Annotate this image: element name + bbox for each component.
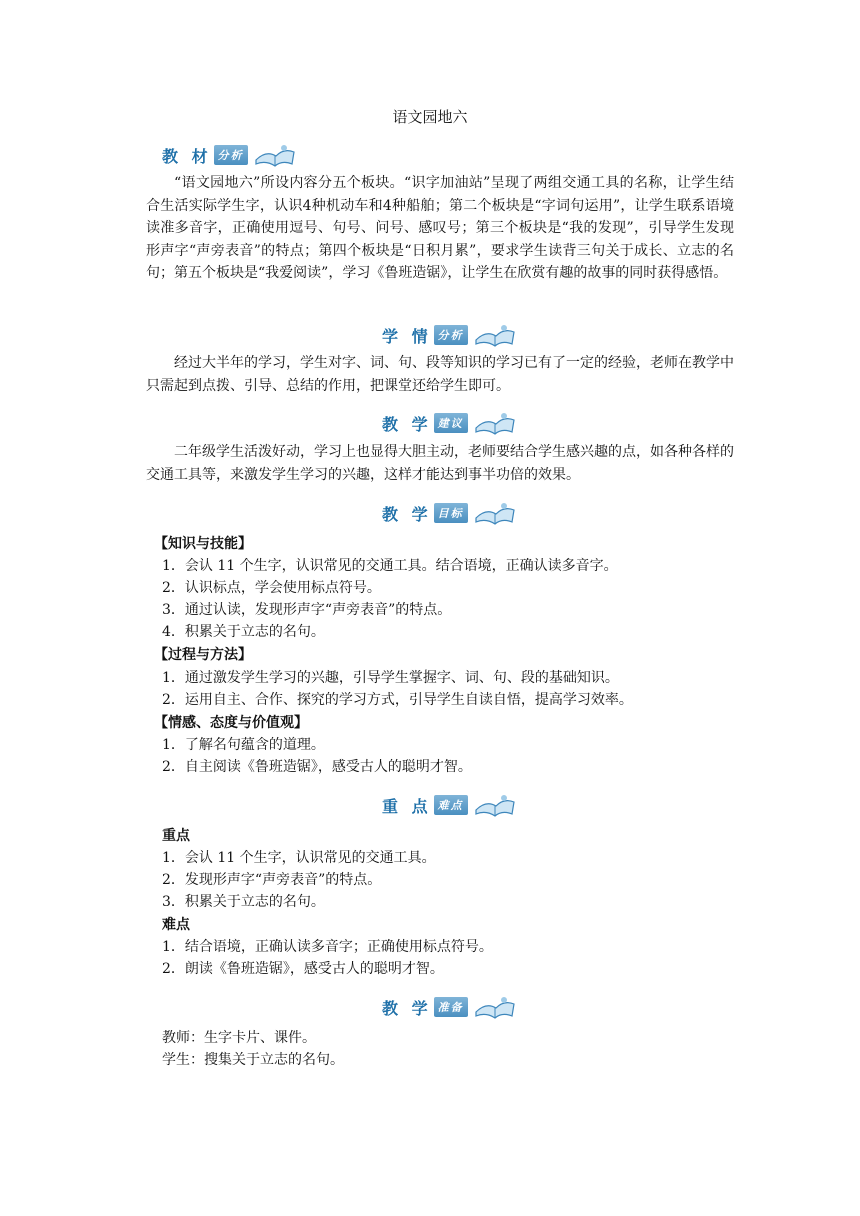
badge-tag: 分析 <box>214 145 248 165</box>
badge-tag: 准备 <box>434 997 468 1017</box>
goals-item: 1．了解名句蕴含的道理。 <box>162 737 325 753</box>
key-title: 重点 <box>162 828 190 844</box>
book-icon <box>472 410 518 436</box>
badge-head: 教 学 <box>382 414 432 434</box>
badge-tag: 建议 <box>434 413 468 433</box>
badge-head: 教 学 <box>382 998 432 1018</box>
badge-tag: 难点 <box>434 795 468 815</box>
key-item: 1．会认 11 个生字，认识常见的交通工具。 <box>162 850 436 866</box>
badge-head: 学 情 <box>382 326 432 346</box>
prep-teacher: 教师：生字卡片、课件。 <box>162 1030 316 1046</box>
student-text: 经过大半年的学习，学生对字、词、句、段等知识的学习已有了一定的经验，老师在教学中只需起到点拨、引导、总结的作用，把课堂还给学生即可。 <box>146 355 734 394</box>
difficult-title: 难点 <box>162 917 190 933</box>
section-badge-material <box>162 142 298 168</box>
goals-item: 1．通过激发学生学习的兴趣，引导学生掌握字、词、句、段的基础知识。 <box>162 670 619 686</box>
book-icon <box>472 792 518 818</box>
page-title: 语文园地六 <box>392 108 468 126</box>
section-badge-advice <box>382 410 518 436</box>
advice-text: 二年级学生活泼好动，学习上也显得大胆主动，老师要结合学生感兴趣的点，如各种各样的交通工具等，来激发学生学习的兴趣，这样才能达到事半功倍的效果。 <box>146 444 734 483</box>
goals-item: 1．会认 11 个生字，认识常见的交通工具。结合语境，正确认读多音字。 <box>162 558 618 574</box>
book-icon <box>472 994 518 1020</box>
material-text: “语文园地六”所设内容分五个板块。“识字加油站”呈现了两组交通工具的名称，让学生结合生活实际学生字，认识4种机动车和4种船舶；第二个板块是“字词句运用”，让学生联系语境读准多音字，正确使用逗号、句号、问号、感叹号；第三个板块是“我的发现”，引导学生发现形声字“声旁表音”的特点；第四个板块是“日积月累”，要求学生读背三句关于成长、立志的名句；第五个板块是“我爱阅读”，学习《鲁班造锯》，让学生在欣赏有趣的故事的同时获得感悟。 <box>146 175 734 281</box>
badge-tag: 分析 <box>434 325 468 345</box>
goals-process-title: 【过程与方法】 <box>154 647 252 663</box>
badge-head: 教 材 <box>162 146 212 166</box>
badge-head: 教 学 <box>382 504 432 524</box>
section-badge-student <box>382 322 518 348</box>
goals-knowledge-title: 【知识与技能】 <box>154 536 252 552</box>
book-icon <box>472 500 518 526</box>
goals-item: 3．通过认读，发现形声字“声旁表音”的特点。 <box>162 602 452 618</box>
goals-item: 4．积累关于立志的名句。 <box>162 624 325 640</box>
goals-item: 2．自主阅读《鲁班造锯》，感受古人的聪明才智。 <box>162 759 472 775</box>
difficult-item: 1．结合语境，正确认读多音字；正确使用标点符号。 <box>162 939 493 955</box>
section-badge-prep <box>382 994 518 1020</box>
difficult-item: 2．朗读《鲁班造锯》，感受古人的聪明才智。 <box>162 961 444 977</box>
key-item: 3．积累关于立志的名句。 <box>162 894 325 910</box>
goals-item: 2．认识标点，学会使用标点符号。 <box>162 580 381 596</box>
section-badge-goals <box>382 500 518 526</box>
prep-student: 学生：搜集关于立志的名句。 <box>162 1052 344 1068</box>
book-icon <box>252 142 298 168</box>
badge-head: 重 点 <box>382 796 432 816</box>
section-badge-keypoints <box>382 792 518 818</box>
key-item: 2．发现形声字“声旁表音”的特点。 <box>162 872 382 888</box>
book-icon <box>472 322 518 348</box>
goals-item: 2．运用自主、合作、探究的学习方式，引导学生自读自悟，提高学习效率。 <box>162 692 633 708</box>
badge-tag: 目标 <box>434 503 468 523</box>
goals-emotion-title: 【情感、态度与价值观】 <box>154 715 308 731</box>
